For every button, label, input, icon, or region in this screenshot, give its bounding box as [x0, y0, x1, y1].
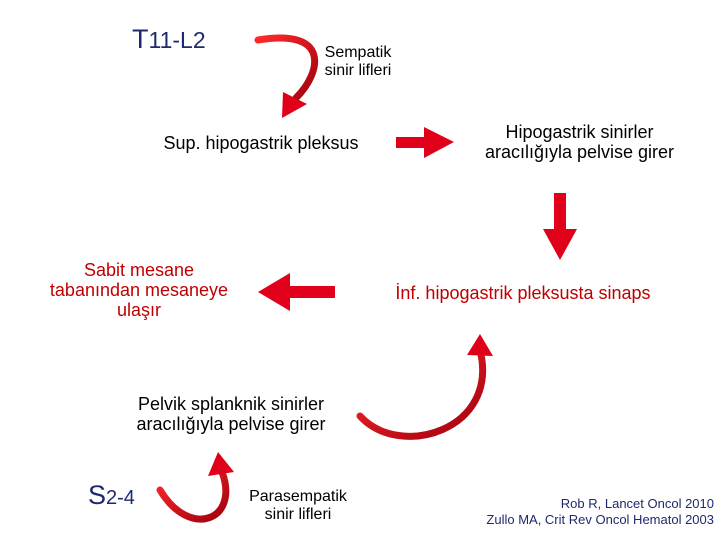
s24-sub: 2-4 [106, 487, 135, 509]
hipogastrik-line2: aracılığıyla pelvise girer [484, 142, 675, 163]
mesane-line3: ulaşır [116, 300, 161, 321]
t11-sub: 11-L2 [148, 27, 206, 53]
reference-1: Rob R, Lancet Oncol 2010 [560, 496, 714, 511]
pelvik-line1: Pelvik splanknik sinirler [137, 394, 325, 414]
mesane-line1: Sabit mesane [83, 260, 195, 280]
mesane-line2: tabanından mesaneye [49, 280, 229, 301]
curved-arrow-parasympathetic [160, 452, 234, 519]
label-sabit-mesane [20, 260, 258, 320]
sempatik-line2: sinir lifleri [324, 61, 392, 79]
parasempatik-line1: Parasempatik [249, 488, 347, 505]
curved-arrow-pelvic-up [360, 334, 493, 436]
arrow-right-sup-to-hipogastrik [396, 127, 454, 158]
references [420, 496, 714, 529]
label-pelvik-splanknik [100, 394, 362, 434]
arrow-down-to-inf-pleksus [543, 193, 577, 260]
hipogastrik-line1: Hipogastrik sinirler [505, 122, 654, 142]
label-hipogastrik-sinirler [452, 122, 707, 162]
label-s2-4 [88, 480, 135, 510]
parasempatik-line2: sinir lifleri [264, 505, 332, 523]
reference-2: Zullo MA, Crit Rev Oncol Hematol 2003 [486, 512, 714, 528]
label-sup-pleksus: Sup. hipogastrik pleksus [163, 133, 359, 153]
sempatik-line1: Sempatik [324, 44, 392, 61]
pelvik-line2: aracılığıyla pelvise girer [136, 414, 326, 435]
t11-main: T [132, 24, 149, 54]
label-inf-pleksus: İnf. hipogastrik pleksusta sinaps [395, 283, 651, 303]
label-t11-l2 [132, 24, 206, 54]
label-sempatik [306, 44, 410, 80]
arrow-left-to-mesane [258, 273, 335, 311]
s24-main: S [88, 480, 107, 510]
label-parasempatik [232, 488, 364, 524]
